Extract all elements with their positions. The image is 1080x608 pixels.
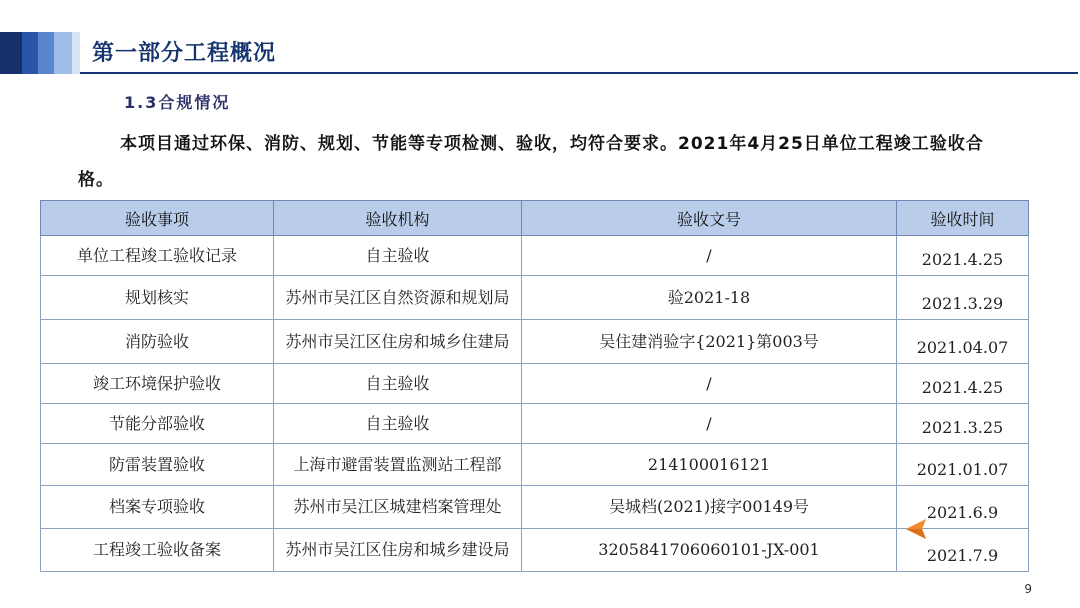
acceptance-table xyxy=(40,200,1029,572)
table-row xyxy=(41,444,1029,486)
cell-document-no: 吴城档(2021)接字00149号 xyxy=(522,486,897,529)
cell-authority: 自主验收 xyxy=(274,236,522,276)
cell-document-no: 验2021-18 xyxy=(522,276,897,320)
cell-item: 规划核实 xyxy=(41,276,274,320)
header-decoration xyxy=(0,32,80,74)
cell-authority: 自主验收 xyxy=(274,364,522,404)
cell-document-no: 214100016121 xyxy=(522,444,897,486)
cell-date: 2021.3.25 xyxy=(897,404,1029,444)
cell-item: 档案专项验收 xyxy=(41,486,274,529)
cell-item: 防雷装置验收 xyxy=(41,444,274,486)
cell-date: 2021.4.25 xyxy=(897,364,1029,404)
table-row xyxy=(41,320,1029,364)
cell-authority: 苏州市吴江区城建档案管理处 xyxy=(274,486,522,529)
cell-item: 工程竣工验收备案 xyxy=(41,529,274,572)
cell-authority: 上海市避雷装置监测站工程部 xyxy=(274,444,522,486)
cell-date: 2021.7.9 xyxy=(897,529,1029,572)
cell-date: 2021.04.07 xyxy=(897,320,1029,364)
cell-item: 竣工环境保护验收 xyxy=(41,364,274,404)
table-row xyxy=(41,236,1029,276)
cell-document-no: / xyxy=(522,404,897,444)
page-number: 9 xyxy=(1024,582,1032,596)
cell-item: 消防验收 xyxy=(41,320,274,364)
header-divider xyxy=(80,72,1078,74)
col-header-authority: 验收机构 xyxy=(274,201,522,236)
cell-date: 2021.4.25 xyxy=(897,236,1029,276)
col-header-document-no: 验收文号 xyxy=(522,201,897,236)
cell-document-no: 3205841706060101-JX-001 xyxy=(522,529,897,572)
page-title: 第一部分工程概况 xyxy=(92,41,277,66)
table-row xyxy=(41,364,1029,404)
cell-date: 2021.6.9 xyxy=(897,486,1029,529)
cell-document-no: / xyxy=(522,364,897,404)
intro-paragraph: 本项目通过环保、消防、规划、节能等专项检测、验收，均符合要求。2021年4月25日单位工程竣工验收合格。 xyxy=(78,134,984,190)
cell-authority: 苏州市吴江区自然资源和规划局 xyxy=(274,276,522,320)
table-row xyxy=(41,529,1029,572)
table-row xyxy=(41,486,1029,529)
table-row xyxy=(41,404,1029,444)
cell-item: 单位工程竣工验收记录 xyxy=(41,236,274,276)
col-header-date: 验收时间 xyxy=(897,201,1029,236)
cell-authority: 自主验收 xyxy=(274,404,522,444)
cell-authority: 苏州市吴江区住房和城乡建设局 xyxy=(274,529,522,572)
cell-date: 2021.3.29 xyxy=(897,276,1029,320)
cell-document-no: 吴住建消验字{2021}第003号 xyxy=(522,320,897,364)
col-header-item: 验收事项 xyxy=(41,201,274,236)
section-heading: 1.3合规情况 xyxy=(124,93,231,112)
cell-item: 节能分部验收 xyxy=(41,404,274,444)
cell-authority: 苏州市吴江区住房和城乡住建局 xyxy=(274,320,522,364)
table-header-row xyxy=(41,201,1029,236)
cell-date: 2021.01.07 xyxy=(897,444,1029,486)
pointer-arrow-icon[interactable] xyxy=(904,516,930,542)
table-row xyxy=(41,276,1029,320)
cell-document-no: / xyxy=(522,236,897,276)
